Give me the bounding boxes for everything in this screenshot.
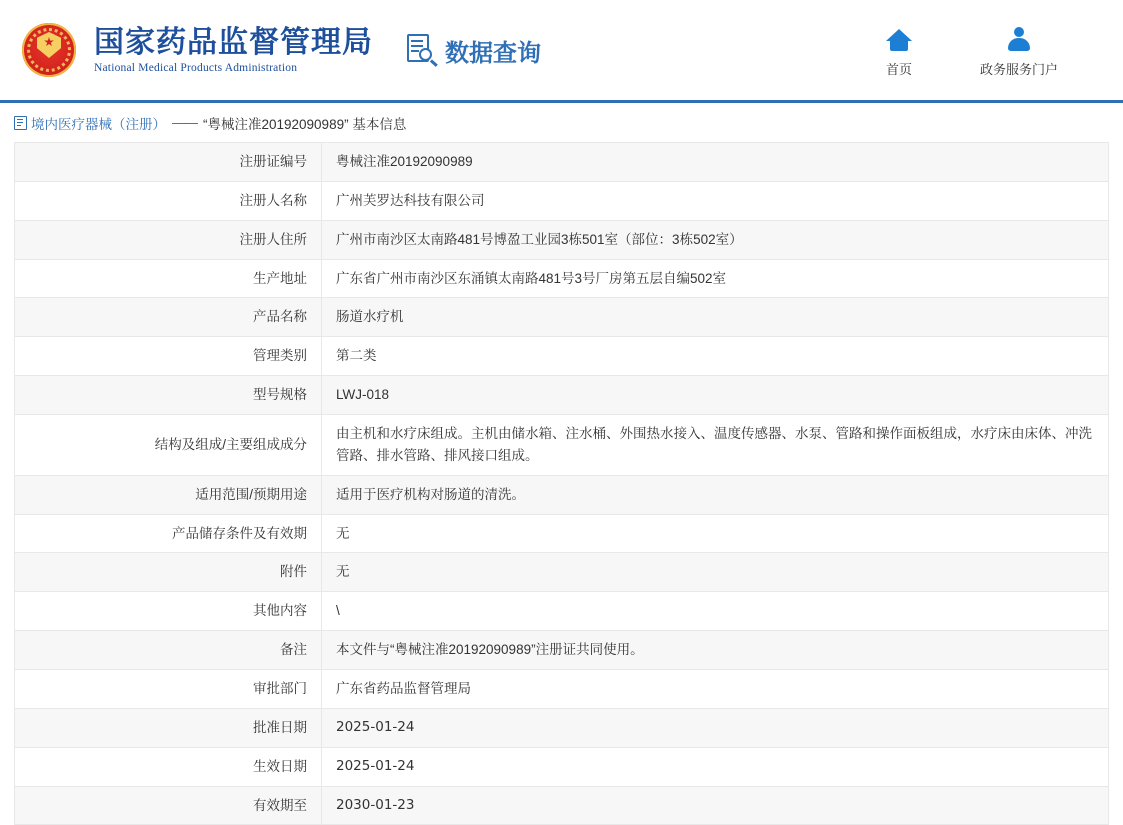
- row-value: 第二类: [322, 337, 1109, 376]
- row-label: 产品名称: [15, 298, 322, 337]
- row-label: 结构及组成/主要组成成分: [15, 415, 322, 476]
- row-label: 备注: [15, 631, 322, 670]
- table-row: [15, 514, 1109, 553]
- row-value: 由主机和水疗床组成。主机由储水箱、注水桶、外围热水接入、温度传感器、水泵、管路和操作面板组成，水疗床由床体、冲洗管路、排水管路、排风接口组成。: [322, 415, 1109, 476]
- breadcrumb-current: “粤械注准20192090989” 基本信息: [203, 116, 407, 132]
- nav-item-home-label: 首页: [885, 61, 912, 77]
- row-value: LWJ-018: [322, 376, 1109, 415]
- row-label: 产品储存条件及有效期: [15, 514, 322, 553]
- nav-item-government-portal-label: 政务服务门户: [979, 61, 1058, 77]
- header-nav: [857, 23, 1105, 78]
- row-label: 注册人住所: [15, 220, 322, 259]
- table-row: [15, 220, 1109, 259]
- row-label: 适用范围/预期用途: [15, 475, 322, 514]
- row-label: 注册证编号: [15, 143, 322, 182]
- row-value: 广东省药品监督管理局: [322, 670, 1109, 709]
- table-row: [15, 475, 1109, 514]
- row-label: 型号规格: [15, 376, 322, 415]
- row-value: \: [322, 592, 1109, 631]
- row-value: 无: [322, 514, 1109, 553]
- table-row: [15, 376, 1109, 415]
- table-row: [15, 747, 1109, 786]
- document-search-icon: [407, 34, 437, 66]
- site-header: [0, 0, 1123, 100]
- table-row: [15, 592, 1109, 631]
- breadcrumb-separator: ——: [172, 115, 197, 130]
- table-row: [15, 415, 1109, 476]
- table-row: [15, 670, 1109, 709]
- row-value: 2030-01-23: [322, 786, 1109, 825]
- table-row: [15, 259, 1109, 298]
- table-row: [15, 786, 1109, 825]
- table-row: [15, 708, 1109, 747]
- subsystem-title: [407, 33, 541, 68]
- row-label: 有效期至: [15, 786, 322, 825]
- row-label: 审批部门: [15, 670, 322, 709]
- row-label: 附件: [15, 553, 322, 592]
- row-value: 广州芙罗达科技有限公司: [322, 181, 1109, 220]
- row-value: 本文件与“粤械注准20192090989”注册证共同使用。: [322, 631, 1109, 670]
- document-icon: [14, 116, 27, 130]
- nav-item-government-portal[interactable]: [977, 23, 1061, 78]
- table-row: [15, 298, 1109, 337]
- brand-name-en: National Medical Products Administration: [94, 61, 298, 74]
- subsystem-label: 数据查询: [445, 38, 541, 67]
- row-label: 生产地址: [15, 259, 322, 298]
- home-icon: [857, 23, 941, 57]
- row-label: 生效日期: [15, 747, 322, 786]
- row-value: 2025-01-24: [322, 747, 1109, 786]
- row-value: 广州市南沙区太南路481号博盈工业园3栋501室（部位：3栋502室）: [322, 220, 1109, 259]
- row-label: 注册人名称: [15, 181, 322, 220]
- row-value: 无: [322, 553, 1109, 592]
- brand-name-cn: 国家药品监督管理局: [94, 25, 373, 61]
- row-value: 适用于医疗机构对肠道的清洗。: [322, 475, 1109, 514]
- table-row: [15, 553, 1109, 592]
- row-value: 粤械注准20192090989: [322, 143, 1109, 182]
- national-emblem-icon: [18, 19, 80, 81]
- nav-item-home[interactable]: [857, 23, 941, 78]
- row-label: 批准日期: [15, 708, 322, 747]
- table-row: [15, 181, 1109, 220]
- breadcrumb-link-domestic-devices[interactable]: 境内医疗器械（注册）: [31, 116, 166, 132]
- table-row: [15, 631, 1109, 670]
- row-value: 广东省广州市南沙区东涌镇太南路481号3号厂房第五层自编502室: [322, 259, 1109, 298]
- row-label: 管理类别: [15, 337, 322, 376]
- row-value: 2025-01-24: [322, 708, 1109, 747]
- detail-table-body: [15, 143, 1109, 825]
- breadcrumb: [0, 103, 1123, 142]
- table-row: [15, 143, 1109, 182]
- detail-table-wrapper: [0, 142, 1123, 825]
- device-registration-table: [14, 142, 1109, 825]
- table-row: [15, 337, 1109, 376]
- user-portal-icon: [977, 23, 1061, 57]
- row-label: 其他内容: [15, 592, 322, 631]
- row-value: 肠道水疗机: [322, 298, 1109, 337]
- brand-block: [90, 26, 373, 74]
